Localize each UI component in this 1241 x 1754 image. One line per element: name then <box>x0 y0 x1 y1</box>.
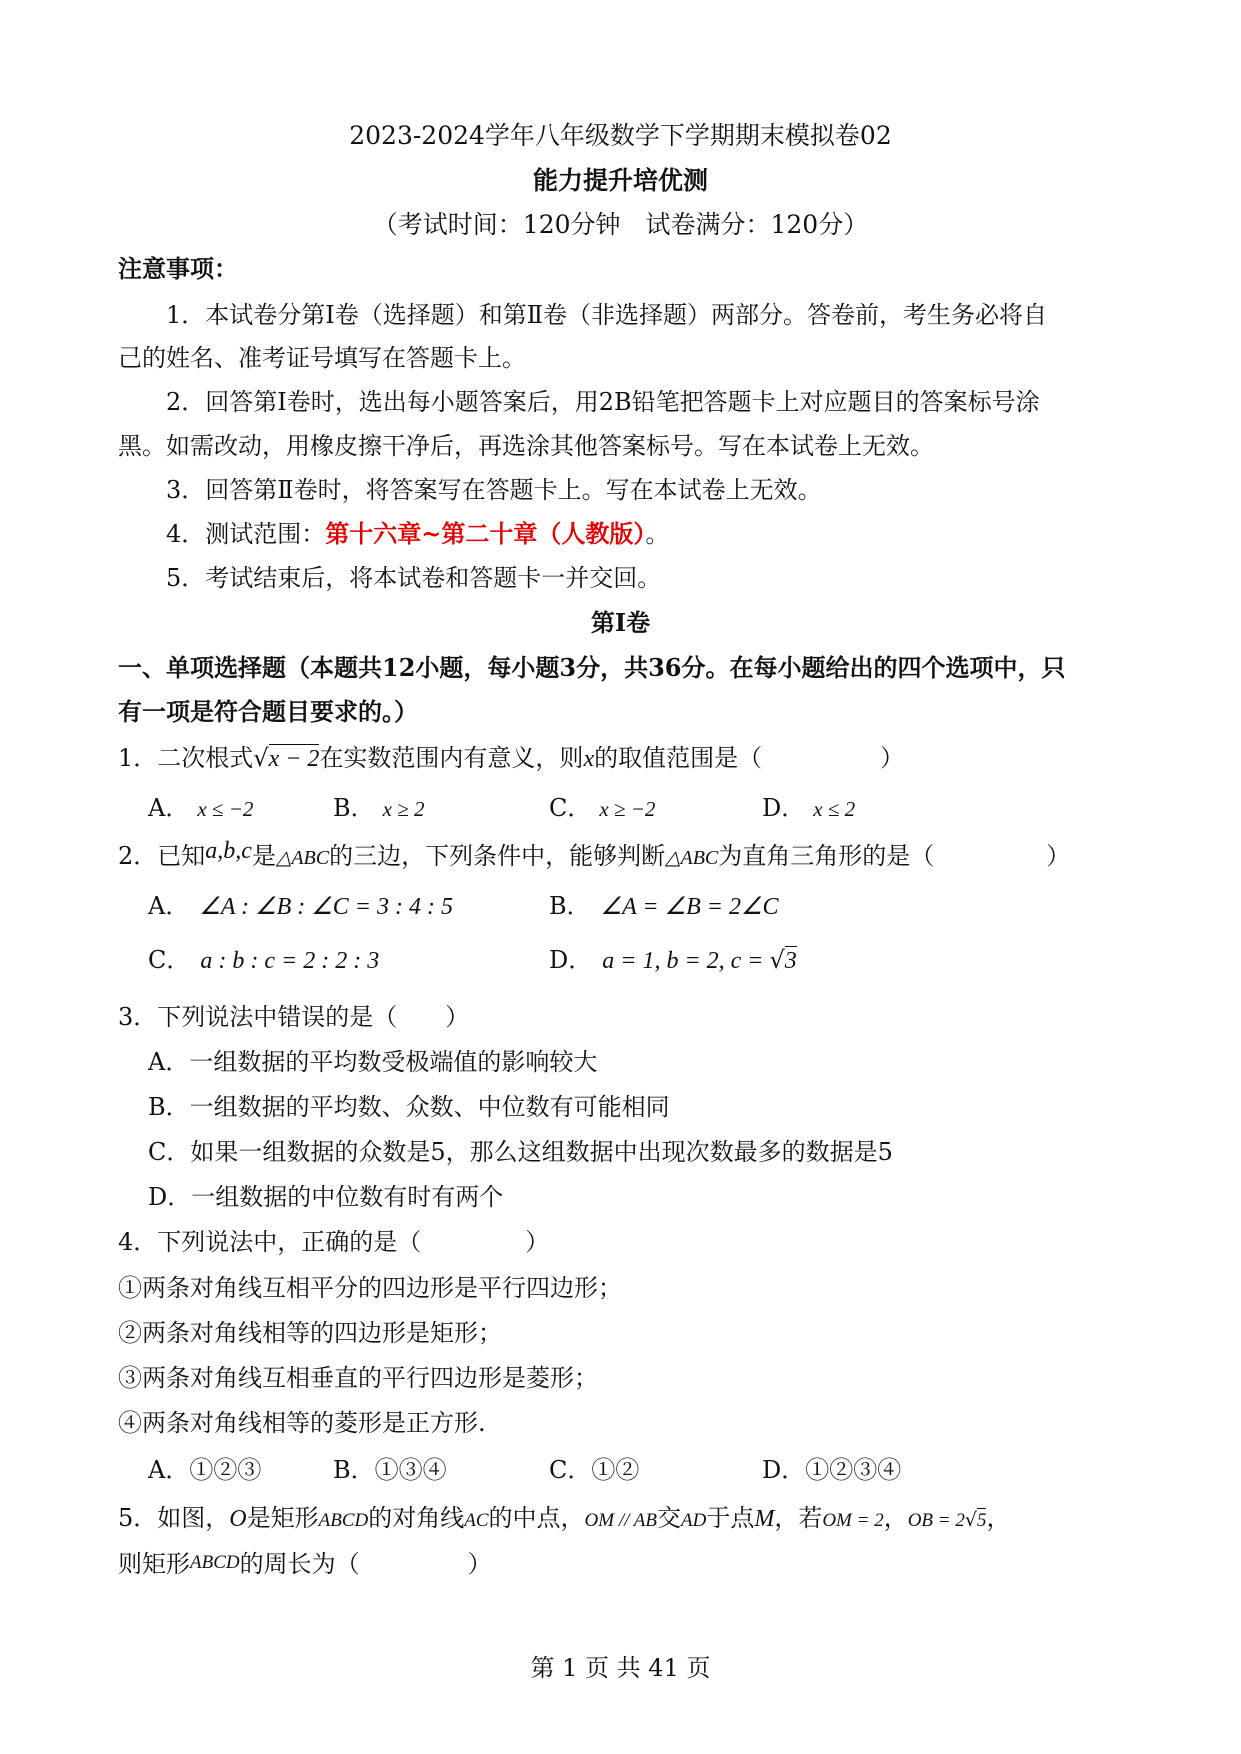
option-label: B． <box>549 892 591 920</box>
note-3: 3．回答第Ⅱ卷时，将答案写在答题卡上。写在本试卷上无效。 <box>166 476 822 504</box>
q2-close: ） <box>1046 842 1071 870</box>
option-label: A． <box>148 794 190 822</box>
page-number: 第 1 页 共 41 页 <box>530 1654 711 1682</box>
note-1-line-1: 1．本试卷分第Ⅰ卷（选择题）和第Ⅱ卷（非选择题）两部分。答卷前，考生务必将自 <box>166 301 1048 329</box>
q5-text: 5．如图， <box>118 1504 230 1532</box>
option-radicand: 3 <box>784 948 797 974</box>
q5-diagonal: AC <box>464 1510 489 1531</box>
option-expr: x ≤ −2 <box>197 797 254 821</box>
option-label: D． <box>762 1456 806 1484</box>
note-4 <box>166 519 670 548</box>
exam-info: （考试时间：120分钟 试卷满分：120分） <box>372 210 869 239</box>
q1-var: x <box>583 746 595 772</box>
option-label: C． <box>148 946 191 974</box>
option-label: D． <box>549 946 593 974</box>
q4-statement-1: ①两条对角线互相平分的四边形是平行四边形； <box>118 1274 622 1302</box>
sqrt-symbol: √ <box>769 946 785 974</box>
option-expr: x ≥ 2 <box>382 797 425 821</box>
q5-text: 的中点， <box>488 1504 585 1532</box>
q3-option-d: D．一组数据的中位数有时有两个 <box>148 1183 504 1211</box>
q5-text: 于点 <box>706 1504 755 1532</box>
q5-text: 是矩形 <box>246 1504 319 1532</box>
q5-parallel: OM // AB <box>584 1510 657 1531</box>
note-4-suffix: 。 <box>645 520 670 548</box>
option-expr: x ≤ 2 <box>813 797 856 821</box>
q2-option-d <box>549 948 797 973</box>
q2-text-2: 为直角三角形的是（ <box>718 842 935 870</box>
q2-triangle: △ABC <box>275 847 330 869</box>
volume-heading: 第Ⅰ卷 <box>590 608 651 637</box>
q3-option-c: C．如果一组数据的众数是5，那么这组数据中出现次数最多的数据是5 <box>148 1138 893 1166</box>
option-text: ①③④ <box>374 1456 447 1484</box>
q4-option-b <box>333 1458 447 1482</box>
q5-rect: ABCD <box>190 1552 240 1573</box>
q5-text: 的周长为（ <box>239 1550 360 1578</box>
option-expr: a = 1, b = 2, c = <box>602 948 770 974</box>
q5-close: ） <box>467 1550 492 1578</box>
q4-statement-3: ③两条对角线互相垂直的平行四边形是菱形； <box>118 1364 598 1392</box>
q4-option-c <box>549 1458 639 1482</box>
q5-point-o: O <box>229 1506 247 1532</box>
option-label: A． <box>148 1456 190 1484</box>
q1-option-a <box>148 796 253 820</box>
q4-close: ） <box>525 1228 550 1256</box>
q2-prefix: 2．已知 <box>118 842 206 870</box>
option-expr: a : b : c = 2 : 2 : 3 <box>200 948 380 974</box>
q1-text: 在实数范围内有意义，则 <box>319 744 584 772</box>
exam-subtitle: 能力提升培优测 <box>532 166 708 195</box>
note-2-line-2: 黑。如需改动，用橡皮擦干净后，再选涂其他答案标号。写在本试卷上无效。 <box>118 432 934 460</box>
q5-ob-value: OB = 2 <box>907 1510 965 1531</box>
q5-point-m: M <box>754 1506 775 1532</box>
question-2-stem <box>118 838 1071 870</box>
q2-text: 的三边，下列条件中，能够判断 <box>329 842 666 870</box>
q3-option-b: B．一组数据的平均数、众数、中位数有可能相同 <box>148 1093 670 1121</box>
option-label: A． <box>148 892 190 920</box>
option-text: ①②③④ <box>805 1456 902 1484</box>
q3-option-a: A．一组数据的平均数受极端值的影响较大 <box>148 1048 598 1076</box>
q5-side: AD <box>681 1510 707 1531</box>
q5-text: ， <box>883 1504 908 1532</box>
q1-option-c <box>549 796 655 820</box>
question-5-stem-line-1 <box>118 1506 1010 1531</box>
q5-text: 交 <box>657 1504 681 1532</box>
note-1-line-2: 己的姓名、准考证号填写在答题卡上。 <box>118 344 526 372</box>
option-expr: ∠A = ∠B = 2∠C <box>600 894 779 920</box>
note-5: 5．考试结束后，将本试卷和答题卡一并交回。 <box>166 564 662 592</box>
option-label: C． <box>549 1456 592 1484</box>
note-4-prefix: 4．测试范围： <box>166 520 326 548</box>
q4-option-a <box>148 1458 261 1482</box>
test-range: 第十六章~第二十章（人教版） <box>325 519 646 548</box>
q2-option-c <box>148 948 379 973</box>
q4-stem-text: 4．下列说法中，正确的是（ <box>118 1228 422 1256</box>
question-5-stem-line-2 <box>118 1552 492 1576</box>
q2-triangle-2: △ABC <box>665 847 719 869</box>
q5-text: ，若 <box>774 1504 823 1532</box>
q1-text-2: 的取值范围是（ <box>594 744 763 772</box>
sqrt-symbol: √ <box>964 1509 977 1531</box>
q5-text: 的对角线 <box>368 1504 465 1532</box>
q4-statement-2: ②两条对角线相等的四边形是矩形； <box>118 1319 502 1347</box>
notes-heading: 注意事项： <box>118 254 238 283</box>
option-text: ①② <box>591 1456 640 1484</box>
q5-rect: ABCD <box>318 1510 369 1531</box>
question-1-stem <box>118 746 904 771</box>
q1-radicand: x − 2 <box>268 746 320 772</box>
option-expr: ∠A : ∠B : ∠C = 3 : 4 : 5 <box>199 894 453 920</box>
q4-option-d <box>762 1458 901 1482</box>
question-4-stem <box>118 1230 549 1254</box>
q1-close: ） <box>880 744 905 772</box>
section-heading-line-1: 一、单项选择题（本题共12小题，每小题3分，共36分。在每小题给出的四个选项中，只 <box>118 653 1066 682</box>
option-label: B． <box>333 1456 375 1484</box>
section-heading-line-2: 有一项是符合题目要求的。） <box>118 697 418 726</box>
q2-vars: a,b,c <box>205 838 252 864</box>
exam-title: 2023-2024学年八年级数学下学期期末模拟卷02 <box>349 121 892 150</box>
q5-om-value: OM = 2 <box>822 1510 884 1531</box>
q4-statement-4: ④两条对角线相等的菱形是正方形. <box>118 1409 486 1437</box>
q5-text: ， <box>986 1504 1011 1532</box>
q1-prefix: 1．二次根式 <box>118 744 254 772</box>
option-label: C． <box>549 794 592 822</box>
option-text: ①②③ <box>189 1456 262 1484</box>
q5-text: 则矩形 <box>118 1550 190 1578</box>
option-label: B． <box>333 794 375 822</box>
q5-ob-radicand: 5 <box>976 1510 987 1531</box>
option-expr: x ≥ −2 <box>599 797 656 821</box>
q2-option-a <box>148 894 453 919</box>
q1-option-d <box>762 796 855 820</box>
sqrt-symbol: √ <box>253 744 269 772</box>
q2-mid: 是 <box>251 842 276 870</box>
option-label: D． <box>762 794 806 822</box>
q1-option-b <box>333 796 425 820</box>
note-2-line-1: 2．回答第Ⅰ卷时，选出每小题答案后，用2B铅笔把答题卡上对应题目的答案标号涂 <box>166 388 1040 416</box>
q2-option-b <box>549 894 778 919</box>
question-3-stem: 3．下列说法中错误的是（ ） <box>118 1003 470 1031</box>
